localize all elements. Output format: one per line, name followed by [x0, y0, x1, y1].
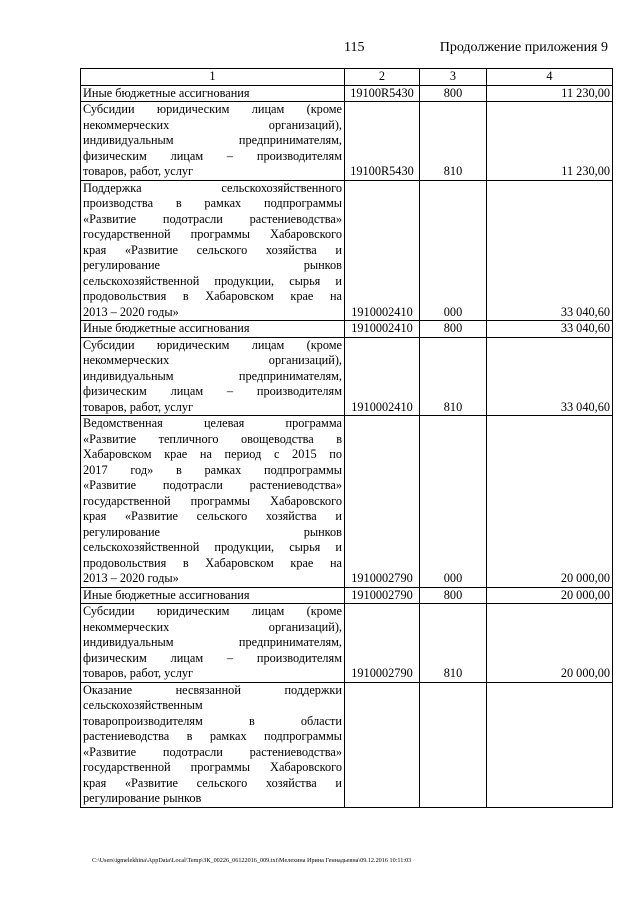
continuation-label: Продолжение приложения 9 [439, 40, 608, 55]
budget-table [80, 68, 613, 808]
table-row [81, 180, 613, 321]
page-header [0, 40, 640, 56]
description-line: физическим лицам – производителям [83, 384, 342, 398]
description-line: «Развитие подотрасли растениеводства» [83, 478, 342, 492]
description-line: производства в рамках подпрограммы [83, 196, 342, 210]
row-target-code: 19100R5430 [345, 85, 420, 102]
row-expense-type: 810 [420, 604, 487, 683]
row-description [81, 604, 345, 683]
budget-table-body [81, 69, 613, 808]
file-path-footer: C:\Users\igmelekhina\AppData\Local\Temp\ЗК_00226_06122016_009.txt\Мелехина Ирина Геннадьевна\09.12.2016 10:11:03 [92, 857, 412, 864]
row-expense-type: 000 [420, 180, 487, 321]
description-line: товаров, работ, услуг [83, 666, 194, 680]
description-line: сельскохозяйственным [83, 698, 203, 712]
row-target-code: 19100R5430 [345, 102, 420, 181]
description-line: некоммерческих организаций), [83, 117, 342, 132]
description-line: сельскохозяйственной продукции, сырья и [83, 540, 342, 554]
row-description [81, 180, 345, 321]
page-number: 115 [344, 40, 365, 55]
description-line: физическим лицам – производителям [83, 148, 342, 163]
description-line: Иные бюджетные ассигнования [83, 85, 250, 100]
row-amount [487, 682, 613, 807]
description-line: государственной программы Хабаровского [83, 227, 342, 241]
table-row [81, 321, 613, 338]
row-amount: 20 000,00 [487, 416, 613, 588]
description-line: Субсидии юридическим лицам (кроме [83, 337, 342, 352]
description-line: Оказание несвязанной поддержки [83, 682, 342, 697]
table-row [81, 682, 613, 807]
row-target-code: 1910002410 [345, 321, 420, 338]
description-line: «Развитие подотрасли растениеводства» [83, 211, 342, 226]
description-line: Субсидии юридическим лицам (кроме [83, 604, 342, 618]
table-row [81, 85, 613, 102]
row-amount: 33 040,60 [487, 337, 613, 416]
description-line: продовольствия в Хабаровском крае на [83, 289, 342, 303]
description-line: 2013 – 2020 годы» [83, 304, 179, 319]
description-line: некоммерческих организаций), [83, 619, 342, 634]
description-line: Иные бюджетные ассигнования [83, 587, 250, 602]
row-description [81, 321, 345, 338]
row-target-code: 1910002790 [345, 587, 420, 604]
table-row [81, 587, 613, 604]
column-header-4: 4 [487, 69, 613, 86]
row-target-code: 1910002790 [345, 604, 420, 683]
description-line: индивидуальным предпринимателям, [83, 133, 342, 147]
description-line: индивидуальным предпринимателям, [83, 368, 342, 383]
description-line: товаров, работ, услуг [83, 164, 194, 178]
row-target-code [345, 682, 420, 807]
description-line: растениеводства в рамках подпрограммы [83, 729, 342, 743]
row-target-code: 1910002410 [345, 180, 420, 321]
description-line: Ведомственная целевая программа [83, 416, 342, 430]
row-expense-type: 800 [420, 85, 487, 102]
row-amount: 11 230,00 [487, 85, 613, 102]
row-description [81, 587, 345, 604]
row-description [81, 85, 345, 102]
table-row [81, 102, 613, 181]
description-line: Иные бюджетные ассигнования [83, 321, 250, 335]
row-expense-type: 000 [420, 416, 487, 588]
row-description [81, 337, 345, 416]
row-expense-type: 810 [420, 337, 487, 416]
row-description [81, 416, 345, 588]
description-line: товаропроизводителям в области [83, 713, 342, 728]
description-line: продовольствия в Хабаровском крае на [83, 555, 342, 570]
description-line: края «Развитие сельского хозяйства и [83, 509, 342, 523]
description-line: регулирование рынков [83, 524, 342, 539]
row-expense-type: 800 [420, 321, 487, 338]
table-row [81, 337, 613, 416]
description-line: индивидуальным предпринимателям, [83, 635, 342, 649]
table-row [81, 416, 613, 588]
description-line: 2013 – 2020 годы» [83, 571, 179, 585]
row-amount: 33 040,60 [487, 180, 613, 321]
row-amount: 33 040,60 [487, 321, 613, 338]
column-header-2: 2 [345, 69, 420, 86]
description-line: некоммерческих организаций), [83, 353, 342, 367]
row-expense-type [420, 682, 487, 807]
description-line: 2017 год» в рамках подпрограммы [83, 462, 342, 477]
column-number-row [81, 69, 613, 86]
row-target-code: 1910002410 [345, 337, 420, 416]
description-line: Хабаровском крае на период с 2015 по [83, 447, 342, 461]
column-header-1: 1 [81, 69, 345, 86]
description-line: сельскохозяйственной продукции, сырья и [83, 273, 342, 288]
description-line: государственной программы Хабаровского [83, 493, 342, 508]
row-amount: 20 000,00 [487, 587, 613, 604]
row-description [81, 102, 345, 181]
description-line: края «Развитие сельского хозяйства и [83, 775, 342, 790]
description-line: товаров, работ, услуг [83, 399, 194, 414]
row-target-code: 1910002790 [345, 416, 420, 588]
description-line: «Развитие подотрасли растениеводства» [83, 744, 342, 759]
description-line: государственной программы Хабаровского [83, 760, 342, 774]
description-line: Поддержка сельскохозяйственного [83, 180, 342, 195]
column-header-3: 3 [420, 69, 487, 86]
description-line: регулирование рынков [83, 258, 342, 272]
row-expense-type: 810 [420, 102, 487, 181]
description-line: Субсидии юридическим лицам (кроме [83, 102, 342, 116]
row-description [81, 682, 345, 807]
description-line: края «Развитие сельского хозяйства и [83, 242, 342, 257]
row-amount: 20 000,00 [487, 604, 613, 683]
description-line: «Развитие тепличного овощеводства в [83, 431, 342, 446]
description-line: физическим лицам – производителям [83, 650, 342, 665]
row-amount: 11 230,00 [487, 102, 613, 181]
table-row [81, 604, 613, 683]
row-expense-type: 800 [420, 587, 487, 604]
description-line: регулирование рынков [83, 791, 202, 805]
